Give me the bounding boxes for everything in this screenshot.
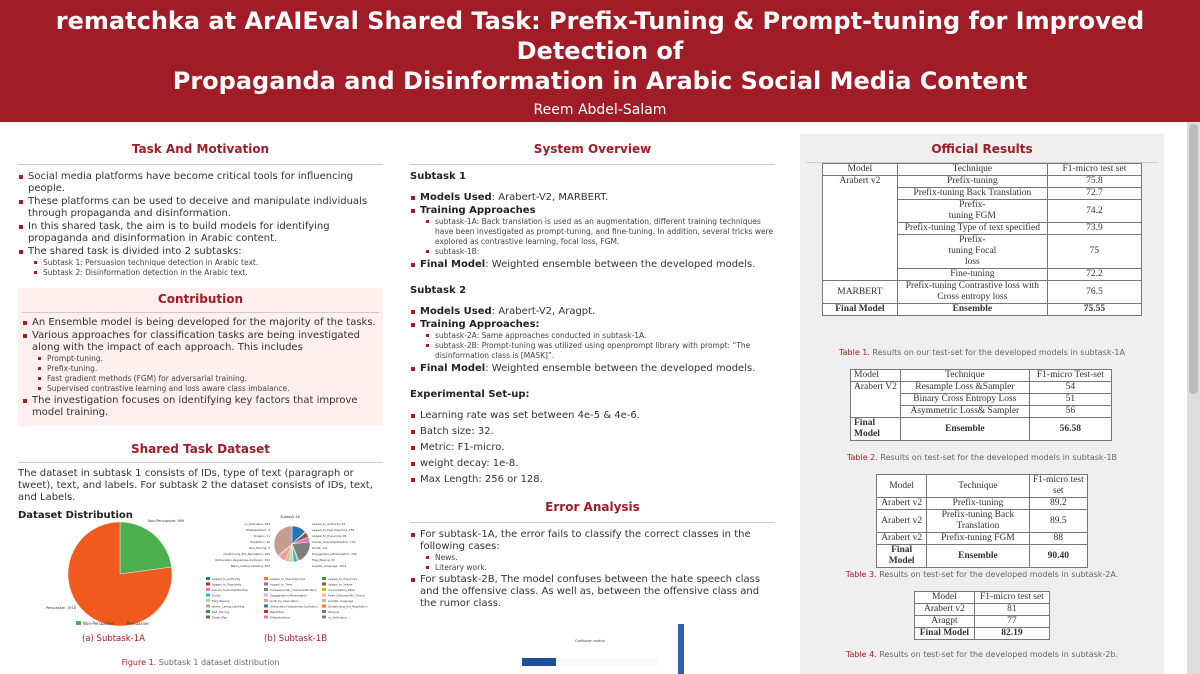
author: Reem Abdel-Salam [533,102,667,118]
legend-label: Non-Persuasive [83,621,114,626]
middle-column [410,122,775,611]
legend-label: Slogans [328,610,339,614]
left-column [18,122,383,521]
table-row: Asymmetric Loss& Sampler 56 [851,406,1112,418]
figure-subtask-1a [20,512,200,630]
legend-label: Loaded_Language [328,599,354,603]
table-row: Prefix-tuning Back Translation 72.7 [823,188,1142,200]
poster-title: rematchka at ArAIEval Shared Task: Prefix-Tuning & Prompt-tuning for Improved Detection of Propaganda and Disinformation in Arabic Social Media Content [55,7,1145,95]
sub-item: subtask-1B: [426,247,775,257]
subfig-caption-a: (a) Subtask-1A [82,634,145,644]
dataset-dist-label: Dataset Distribution [18,510,133,521]
legend-label: Appeal_to_Fear-Prejudice [270,577,305,581]
list-item: The shared task is divided into 2 subtasks: Subtask 1: Persuasion technique detection in Arabic text. Subtask 2: Disinformation detection in the Arabic text. [18,246,383,278]
table-caption-1: Table 1. Results on our test-set for the developed models in subtask-1A [839,348,1125,357]
subtask1-heading: Subtask 1 [410,171,467,182]
legend-swatch [264,610,268,613]
list-item: These platforms can be used to deceive and manipulate individuals through propaganda and disinformation. [18,196,383,220]
contribution-title: Contribution [157,292,244,306]
list-item: Models Used: Arabert-V2, MARBERT. [410,192,775,204]
legend-swatch [322,616,326,619]
table-row: Arabert v2 81 [915,604,1050,616]
legend-swatch [206,588,210,591]
legend-swatch [206,594,210,597]
confusion-matrix [510,622,690,674]
legend-swatch [206,583,210,586]
results-table-4 [914,591,1050,640]
results-table-3 [876,474,1088,568]
figure-subtask-1b [200,512,382,630]
sub-item: Fast gradient methods (FGM) for adversarial training. [38,374,379,384]
table-row: Fine-tuning 72.2 [823,269,1142,281]
legend-swatch [206,599,210,602]
legend-label: Persuasive [127,621,149,626]
list-item: Training Approaches: subtask-2A: Same approaches conducted in subtask-1A. subtask-2B: Prompt-tuning was utilized using openprompt library with prompt: “The disinformation class is [MASK]”. [410,319,775,361]
sub-item: News. [426,553,775,563]
task-title: Task And Motivation [131,142,270,156]
divider [410,164,775,165]
list-item: For subtask-2B, The model confuses between the hate speech class and the offensive class. As well as, between the offensive class and the rumor class. [410,574,775,610]
figure-caption: Figure 1. Subtask 1 dataset distribution [121,658,280,667]
pie-slice [120,522,172,574]
cm-title: Confusion matrix [575,639,605,643]
legend-swatch [322,599,326,602]
sub-item: Subtask 2: Disinformation detection in the Arabic text. [34,268,383,278]
pie-label: Whataboutism: 9 [246,528,270,532]
table-row: Final Model Ensemble 90.40 [877,545,1088,568]
legend-label: Straw_Man [212,615,228,620]
scrollbar-thumb[interactable] [1189,124,1198,394]
legend-label: Appeal_to_Time [270,582,293,587]
table-row: Final Model Ensemble 75.55 [823,304,1142,316]
cm-cell [590,658,624,666]
legend-swatch [206,616,210,619]
list-item: For subtask-1A, the error fails to classify the correct classes in the following cases: News. Literary work. [410,529,775,573]
legend-swatch [206,577,210,580]
table-row: Model Technique F1-micro test set [877,475,1088,498]
legend-swatch [264,594,268,597]
legend-swatch [264,616,268,619]
table-row: Arabert v2 Prefix-tuning 89.2 [877,498,1088,510]
sub-item: Supervised contrastive learning and loss aware class imbalance. [38,384,379,394]
table-row: Aragpt 77 [915,616,1050,628]
table-row: Binary Cross Entropy Loss 51 [851,394,1112,406]
sub-item: Literary work. [426,563,775,573]
legend-label: Repetition [270,610,285,614]
legend-swatch [120,621,125,625]
legend-label: Obfuscation-Vagueness-Confusion [270,604,318,609]
legend-label: Appeal_to_Authority [212,577,241,581]
legend-swatch [322,610,326,613]
cm-cell [624,658,658,666]
table-caption-4: Table 4. Results on test-set for the developed models in subtask-2b. [845,650,1119,659]
table-caption-2: Table 2. Results on test-set for the developed models in subtask-1B [846,453,1118,462]
pie-label: Appeal_to_Fear-Prejudice: 158 [312,528,355,532]
pie-label: Name_Calling-Labeling: 903 [230,564,270,568]
table-row: Prefix-tuning Focal loss 75 [823,235,1142,269]
divider [18,164,383,165]
dataset-text: The dataset in subtask 1 consists of IDs, type of text (paragraph or tweet), text, and labels. For subtask 2 the dataset consists of IDs, text, and Labels. [18,468,373,503]
results-title: Official Results [931,142,1033,156]
subtask2-heading: Subtask 2 [410,285,467,296]
legend-swatch [322,594,326,597]
legend-label: Name_Calling-Labeling [212,604,245,609]
right-column [800,122,1164,659]
list-item: Models Used: Arabert-V2, Aragpt. [410,306,775,318]
legend-swatch [264,577,268,580]
legend-swatch [322,577,326,580]
cm-cell [522,658,556,666]
pie-label: Appeal_to_Hypocrisy: 46 [312,534,347,538]
pie-label: Loaded_Language: 1574 [312,564,347,568]
list-item: Batch size: 32. [410,426,775,438]
list-item: Final Model: Weighted ensemble between the developed models. [410,363,775,375]
legend-label: False_Dilemma-No_Choice [328,593,365,598]
poster-header [0,0,1200,136]
error-title: Error Analysis [545,500,640,514]
legend-swatch [322,605,326,608]
list-item: weight decay: 1e-8. [410,458,775,470]
sub-item: Prefix-tuning. [38,364,379,374]
legend-swatch [322,588,326,591]
table-row: Arabert v2 Prefix-tuning FGM 88 [877,533,1088,545]
table-row: Prefix-tuning FGM 74.2 [823,200,1142,223]
sub-item: subtask-2A: Same approaches conducted in subtask-1A. [426,331,775,341]
legend-label: Appeal_to_Hypocrisy [328,577,358,581]
legend-label: no_technique [328,615,347,620]
sub-item: Subtask 1: Persuasion technique detection in Arabic text. [34,258,383,268]
legend-label: Causal_Oversimplification [212,588,249,592]
list-item: Max Length: 256 or 128. [410,474,775,486]
pie-title: Subtask 1b [280,515,300,519]
pie-label: Repetition: 16 [250,540,270,544]
pie-label: Causal_Oversimplification: 130 [312,540,356,544]
list-item: Learning rate was set between 4e-5 & 4e-6. [410,410,775,422]
pie-label: Doubt: 141 [312,546,328,550]
table-row: Model Technique F1-micro Test-set [851,370,1112,382]
cm-cell [556,658,590,666]
table-caption-3: Table 3. Results on test-set for the developed models in subtask-2A. [845,570,1119,579]
legend-swatch [206,610,210,613]
table-row: Arabert v2 Prefix-tuning Back Translation 89.5 [877,510,1088,533]
legend-swatch [264,583,268,586]
task-list [18,171,383,278]
list-item: The investigation focuses on identifying key factors that improve model training. [22,395,379,419]
divider [410,522,775,523]
list-item: In this shared task, the aim is to build models for identifying propaganda and disinformation in Arabic content. [18,221,383,245]
legend-label: Whataboutism [270,615,291,620]
pie-label: Red_Herring: 3 [249,546,270,550]
pie-label: Persuasive: 1918 [46,606,76,610]
legend-label: Questioning_the_Reputation [328,604,368,609]
contribution-block [18,288,383,426]
exp-heading: Experimental Set-up: [410,389,530,400]
pie-label: no_technique: 569 [244,522,270,526]
table-row: MARBERT Prefix-tuning Contrastive loss with Cross entropy loss 76.5 [823,281,1142,304]
legend-swatch [322,583,326,586]
legend-swatch [264,599,268,602]
affiliation: Cairo University, Faculty of Engineering, Computer Engineering [433,124,767,136]
divider [22,312,379,313]
list-item: Training Approaches subtask-1A: Back translation is used as an augmentation, different training techniques have been investigated as prompt-tuning, and fine-tuning. In addition, several tricks were explored as contrastive learning, focal loss, FGM. subtask-1B: [410,205,775,257]
table-row: Final Model Ensemble 56.58 [851,418,1112,441]
legend-label: Appeal_to_Popularity [212,582,242,587]
sub-item: Prompt-tuning. [38,354,379,364]
list-item: Metric: F1-micro. [410,442,775,454]
legend-label: Conversation_Killer [328,588,355,592]
pie-label: Non-Persuasive: 569 [148,519,184,523]
sub-item: subtask-1A: Back translation is used as an augmentation, different training techniques have been investigated as prompt-tuning, and fine-tuning. In addition, several tricks were explored as contrastive learning, focal loss, FGM. [426,217,775,247]
pie-label: Appeal_to_Authority: 61 [312,522,346,526]
list-item: An Ensemble model is being developed for the majority of the tasks. [22,317,379,329]
table-row: Final Model 82.19 [915,628,1050,640]
table-row: Model Technique F1-micro test set [823,164,1142,176]
legend-label: Red_Herring [212,610,230,614]
cm-colorbar [678,624,684,674]
list-item: Various approaches for classification tasks are being investigated along with the impact of each approach. This includes Prompt-tuning. Prefix-tuning. Fast gradient methods (FGM) for adversarial training. Supervised contrastive learning and loss aware class imbalance. [22,330,379,394]
legend-label: Guilt_by_Association [270,599,299,603]
pie-label: Slogans: 11 [253,534,270,538]
dataset-title: Shared Task Dataset [130,442,271,456]
pie-label: Obfuscation-Vagueness-Confusion: 204 [215,558,270,562]
legend-label: Consequential_Oversimplification [270,588,317,592]
divider [18,462,383,463]
legend-label: Flag_Waving [212,599,230,603]
table-row: Model F1-micro test set [915,592,1050,604]
list-item: Social media platforms have become critical tools for influencing people. [18,171,383,195]
pie-1b [200,512,382,630]
pie-label: Exaggeration-Minimisation: 292 [312,552,357,556]
legend-swatch [76,621,81,625]
table-row: Prefix-tuning Type of text specified 73.9 [823,223,1142,235]
pie-1a [20,512,200,630]
legend-swatch [264,605,268,608]
pie-label: Flag_Waving: 63 [312,558,335,562]
legend-label: Doubt [212,593,221,598]
legend-label: Appeal_to_Values [328,582,353,587]
system-title: System Overview [533,142,652,156]
legend-label: Exaggeration-Minimisation [270,593,308,598]
legend-swatch [206,605,210,608]
results-table-1 [822,163,1142,316]
list-item: Final Model: Weighted ensemble between the developed models. [410,259,775,271]
table-row: Arabert v2 Prefix-tuning 75.8 [823,176,1142,188]
table-row: Arabert V2 Resample Loss &Sampler 54 [851,382,1112,394]
results-table-2 [850,369,1112,441]
pie-label: Questioning_the_Reputation: 202 [223,552,270,556]
legend-swatch [264,588,268,591]
subfig-caption-b: (b) Subtask-1B [264,634,328,644]
sub-item: subtask-2B: Prompt-tuning was utilized using openprompt library with prompt: “The disinformation class is [MASK]”. [426,341,775,361]
